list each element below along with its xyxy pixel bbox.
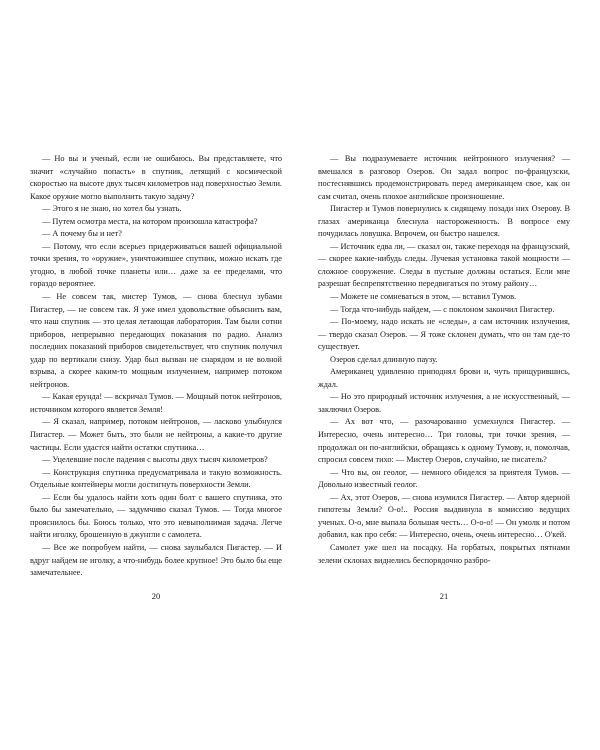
paragraph: — Вы подразумеваете источник нейтронного излучения? — вмешался в разговор Озеров. Он задал вопрос по-французски, постеснявшись продемонстрировать перед американцем свое, как он сам считал, очень плохое английское произношение. bbox=[318, 154, 570, 201]
paragraph: — Можете не сомневаться в этом, — вставил Тумов. bbox=[330, 292, 517, 302]
paragraph: — Если бы удалось найти хоть один болт с вашего спутника, это было бы замечательно, — задумчиво сказал Тумов. — Тогда многое прояснилось бы. Боюсь только, что это невыполнимая задача. Легче найти иголку, брошенную в джунгли с самолета. bbox=[30, 492, 282, 540]
left-page-number: 20 bbox=[151, 591, 161, 601]
paragraph: — Источник едва ли, — сказал он, также переходя на французский, — скорее какие-нибудь следы. Лучевая установка такой мощности — сложное сооружение. Следы в пустыне должны остаться. Если мне разрешат беспрепятственно передвигаться по этому району… bbox=[318, 241, 570, 289]
paragraph: — Потому, что если всерьез придерживаться вашей официальной точки зрения, то «оружие», уничтожившее спутник, можно искать где угодно, в любой точке планеты или… даже за ее пределами, что гораздо вероятнее. bbox=[30, 241, 282, 289]
paragraph: — Какая ерунда! — вскричал Тумов. — Мощный поток нейтронов, источником которого является Земля! bbox=[30, 392, 282, 414]
paragraph: — Путем осмотра места, на котором произошла катастрофа? bbox=[42, 216, 258, 226]
paragraph: — Что вы, он геолог, — немного обиделся за приятеля Тумов. — Довольно известный геолог. bbox=[318, 467, 570, 490]
paragraph: — Не совсем так, мистер Тумов, — снова блеснул зубами Пигастер, — не совсем так. Я уже имел удовольствие объяснить вам, что наш спутник — это целая летающая лаборатория. Там были сотни приборов, непрерывно передающих показания по радио. Анализ последних показаний приборов свидетельствует, что спутник получил удар по вертикали снизу. Удар был вызван не снарядом и не волной взрыва, а скорее каким-то мощным излучением, например потоком нейтронов. bbox=[30, 292, 282, 389]
right-page-number: 21 bbox=[439, 591, 449, 601]
paragraph: Самолет уже шел на посадку. На горбатых, покрытых пятнами зелени склонах виднелись беспорядочно разбро- bbox=[318, 542, 570, 565]
paragraph: — Тогда что-нибудь найдем, — с поклоном закончил Пигастер. bbox=[330, 304, 555, 314]
paragraph: — Но вы и ученый, если не ошибаюсь. Вы представляете, что значит «случайно попасть» в спутник, летящий с космической скоростью на высоте двух тысяч километров над поверхностью Земли. Какое оружие могло выполнить такую задачу? bbox=[30, 154, 282, 201]
paragraph: — Конструкция спутника предусматривала и такую возможность. Отдельные контейнеры могли достигнуть поверхности Земли. bbox=[30, 467, 282, 490]
paragraph: — Ах, этот Озеров, — снова изумился Пигастер. — Автор ядерной гипотезы Земли? О-о!.. Россия выдвинула в комиссию ведущих ученых. О-о, мне выпала большая честь… О-о-о! — Он умолк и потом добавил, как про себя: — Интересно, очень, очень интересно… О'кей. bbox=[318, 492, 570, 540]
paragraph: Пигастер и Тумов повернулись к сидящему позади них Озерову. В глазах американца блеснула настороженность. В вопросе ему почудилась ловушка. Впрочем, он быстро нашелся. bbox=[318, 204, 570, 239]
paragraph: Озеров сделал длинную паузу. bbox=[330, 354, 438, 364]
right-page-text bbox=[318, 153, 570, 567]
paragraph: Американец удивленно приподнял брови и, чуть прищурившись, ждал. bbox=[318, 367, 570, 389]
left-page-text bbox=[30, 153, 282, 580]
paragraph: — Ах вот что, — разочарованно усмехнулся Пигастер. — Интересно, очень интересно… Три головы, три точки зрения, — продолжал он по-английски, обращаясь к одному Тумову, и, помолчав, спросил совсем тихо: — Мистер Озеров, случайно, не писатель? bbox=[318, 417, 570, 465]
paragraph: — По-моему, надо искать не «следы», а сам источник излучения, — твердо сказал Озеров. — Я тоже склонен думать, что он там где-то существует. bbox=[318, 317, 570, 352]
paragraph: — А почему бы и нет? bbox=[42, 229, 122, 239]
paragraph: — Но это природный источник излучения, а не искусственный, — заключил Озеров. bbox=[318, 392, 570, 414]
paragraph: — Этого я не знаю, но хотел бы узнать. bbox=[42, 204, 182, 214]
paragraph: — Уцелевшие после падения с высоты двух тысяч километров? bbox=[42, 455, 268, 465]
paragraph: — Все же попробуем найти, — снова заулыбался Пигастер. — И вдруг найдем не иголку, а что-нибудь более крупное! Это было бы еще замечательнее. bbox=[30, 542, 282, 578]
paragraph: — Я сказал, например, потоком нейтронов, — ласково улыбнулся Пигастер. — Может быть, это были не нейтроны, а какие-то другие частицы. Если удастся найти остатки спутника… bbox=[30, 417, 282, 452]
